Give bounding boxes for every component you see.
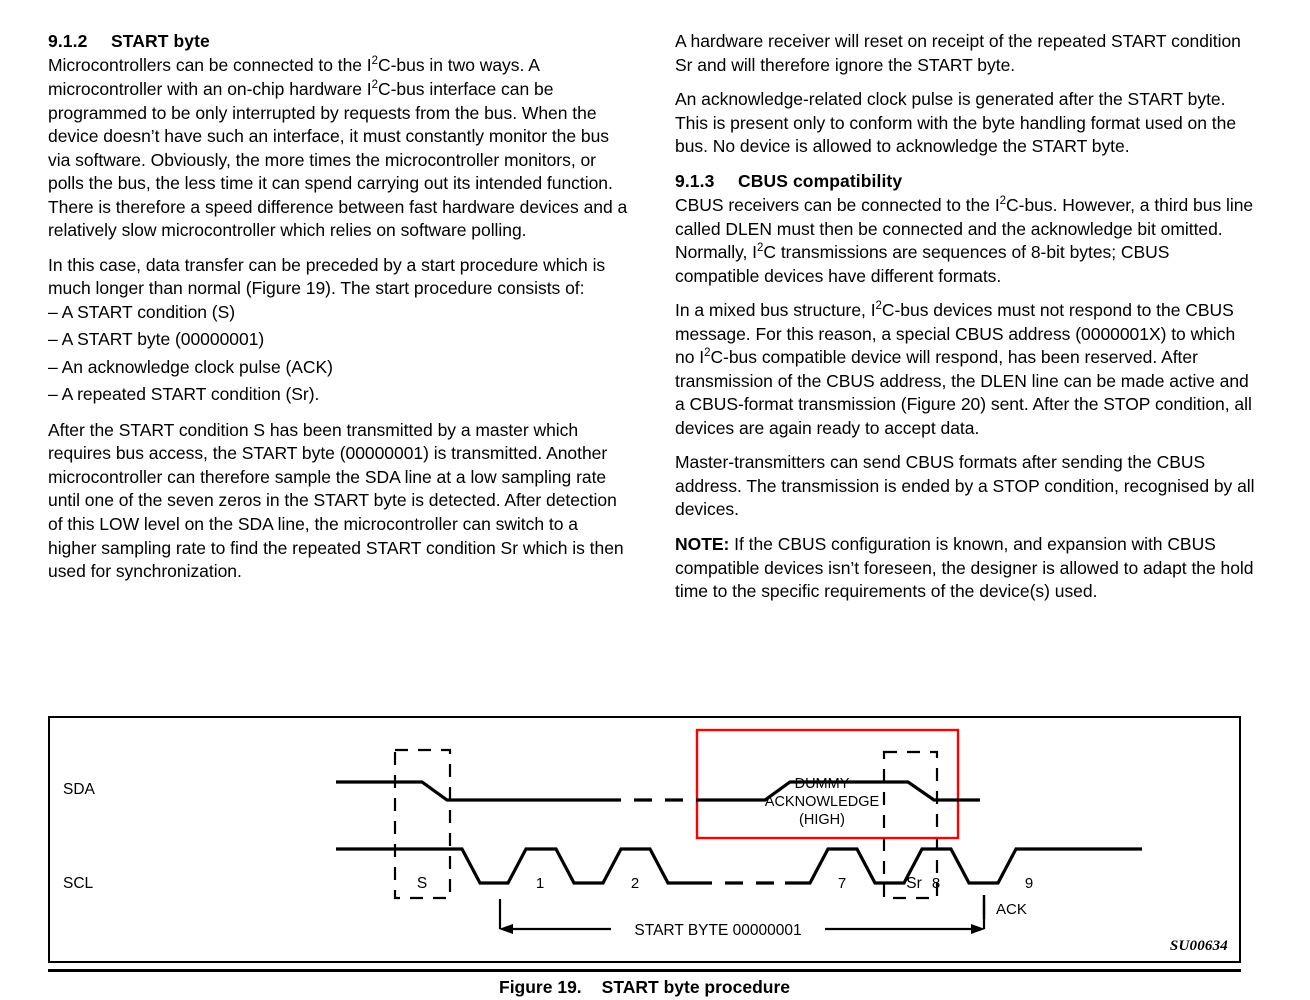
section-title: START byte xyxy=(111,31,210,51)
list-item: – An acknowledge clock pulse (ACK) xyxy=(48,356,333,377)
note-label: NOTE: xyxy=(675,534,730,554)
clock-pulse-label-8: 8 xyxy=(931,875,941,892)
caption-divider-rule xyxy=(48,969,1241,972)
sda-label: SDA xyxy=(63,781,95,798)
right-column xyxy=(675,30,1255,615)
scl-waveform xyxy=(336,849,1142,883)
repeated-start-condition-label: Sr xyxy=(906,875,922,892)
figure-id-code: SU00634 xyxy=(1169,938,1228,954)
figure-caption-title: START byte procedure xyxy=(601,977,790,997)
note-text: If the CBUS configuration is known, and expansion with CBUS compatible devices isn’t foreseen, the designer is allowed to adapt the hold time to the specific requirements of the device(s) used. xyxy=(675,534,1254,602)
scl-label: SCL xyxy=(63,875,94,892)
figure-caption xyxy=(48,977,1241,998)
clock-pulse-label-1: 1 xyxy=(535,875,545,892)
clock-pulse-label-7: 7 xyxy=(837,875,847,892)
timing-diagram-svg xyxy=(50,718,1239,961)
paragraph-start-procedure-lead: In this case, data transfer can be preceded by a start procedure which is much longer than normal (Figure 19). The start procedure consists of: xyxy=(48,254,606,299)
superscript-2: 2 xyxy=(999,195,1007,208)
superscript-2: 2 xyxy=(371,55,379,68)
dummy-acknowledge-line-2: ACKNOWLEDGE xyxy=(764,794,880,810)
start-byte-span-label: START BYTE 00000001 xyxy=(634,922,802,939)
figure-19-timing-diagram xyxy=(48,716,1241,963)
section-title: CBUS compatibility xyxy=(738,170,903,191)
ack-label: ACK xyxy=(996,901,1027,918)
superscript-2: 2 xyxy=(371,79,378,92)
superscript-2: 2 xyxy=(757,242,764,255)
dummy-acknowledge-line-3: (HIGH) xyxy=(799,812,845,828)
paragraph-master-transmitters: Master-transmitters can send CBUS formats after sending the CBUS address. The transmission is ended by a STOP condition, recognised by all devices. xyxy=(675,452,1255,520)
section-heading-9-1-2 xyxy=(48,30,628,53)
paragraph-cbus-receivers: CBUS receivers can be connected to the $I^2C$-bus. However, a third bus line called DLEN must then be connected and the acknowledge bit omitted. Normally, $I^2C$ transmissions are sequences of 8-bit bytes; CBUS compatible devices have different formats. xyxy=(675,195,1254,286)
list-item: – A START byte (00000001) xyxy=(48,329,265,350)
list-item: – A START condition (S) xyxy=(48,301,236,322)
paragraph-note xyxy=(675,533,1255,604)
clock-pulse-label-2: 2 xyxy=(630,875,640,892)
paragraph-hardware-receiver: A hardware receiver will reset on receipt of the repeated START condition Sr and will therefore ignore the START byte. xyxy=(675,31,1241,75)
start-byte-span-annotation xyxy=(499,899,985,939)
section-heading-9-1-3 xyxy=(675,170,1255,193)
superscript-2: 2 xyxy=(704,347,711,360)
start-condition-label: S xyxy=(416,875,428,892)
dummy-acknowledge-line-1: DUMMY xyxy=(794,776,850,792)
paragraph-ack-clock-pulse: An acknowledge-related clock pulse is generated after the START byte. This is present only to conform with the byte handling format used on the bus. No device is allowed to acknowledge the START byte. xyxy=(675,89,1237,157)
paragraph-mixed-bus: In a mixed bus structure, $I^2C$-bus devices must not respond to the CBUS message. For this reason, a special CBUS address (0000001X) to which no $I^2C$-bus compatible device will respond, has been reserved. After transmission of the CBUS address, the DLEN line can be made active and a CBUS-format transmission (Figure 20) sent. After the STOP condition, all devices are again ready to accept data. xyxy=(675,300,1252,438)
paragraph-start-byte-detail: After the START condition S has been transmitted by a master which requires bus access, the START byte (00000001) is transmitted. Another microcontroller can therefore sample the SDA line at a low sampling rate until one of the seven zeros in the START byte is detected. After detection of this LOW level on the SDA line, the microcontroller can switch to a higher sampling rate to find the repeated START condition Sr which is then used for synchronization. xyxy=(48,419,624,582)
list-item: – A repeated START condition (Sr). xyxy=(48,384,320,405)
left-column xyxy=(48,30,628,595)
section-number: 9.1.2 xyxy=(48,31,88,51)
clock-pulse-label-9: 9 xyxy=(1024,875,1034,892)
paragraph-start-byte-intro: Microcontrollers can be connected to the $I^2C$-bus in two ways. A microcontroller with an on-chip hardware $I^2C$-bus interface can be programmed to be only interrupted by requests from the bus. When the device doesn’t have such an interface, it must constantly monitor the bus via software. Obviously, the more times the microcontroller monitors, or polls the bus, the less time it can spend carrying out its intended function. There is therefore a speed difference between fast hardware devices and a relatively slow microcontroller which relies on software polling. xyxy=(48,55,628,241)
two-column-body xyxy=(0,30,1310,700)
start-procedure-list xyxy=(48,301,628,407)
figure-caption-number: Figure 19. xyxy=(499,977,582,997)
section-number: 9.1.3 xyxy=(675,170,715,191)
superscript-2: 2 xyxy=(875,300,882,313)
